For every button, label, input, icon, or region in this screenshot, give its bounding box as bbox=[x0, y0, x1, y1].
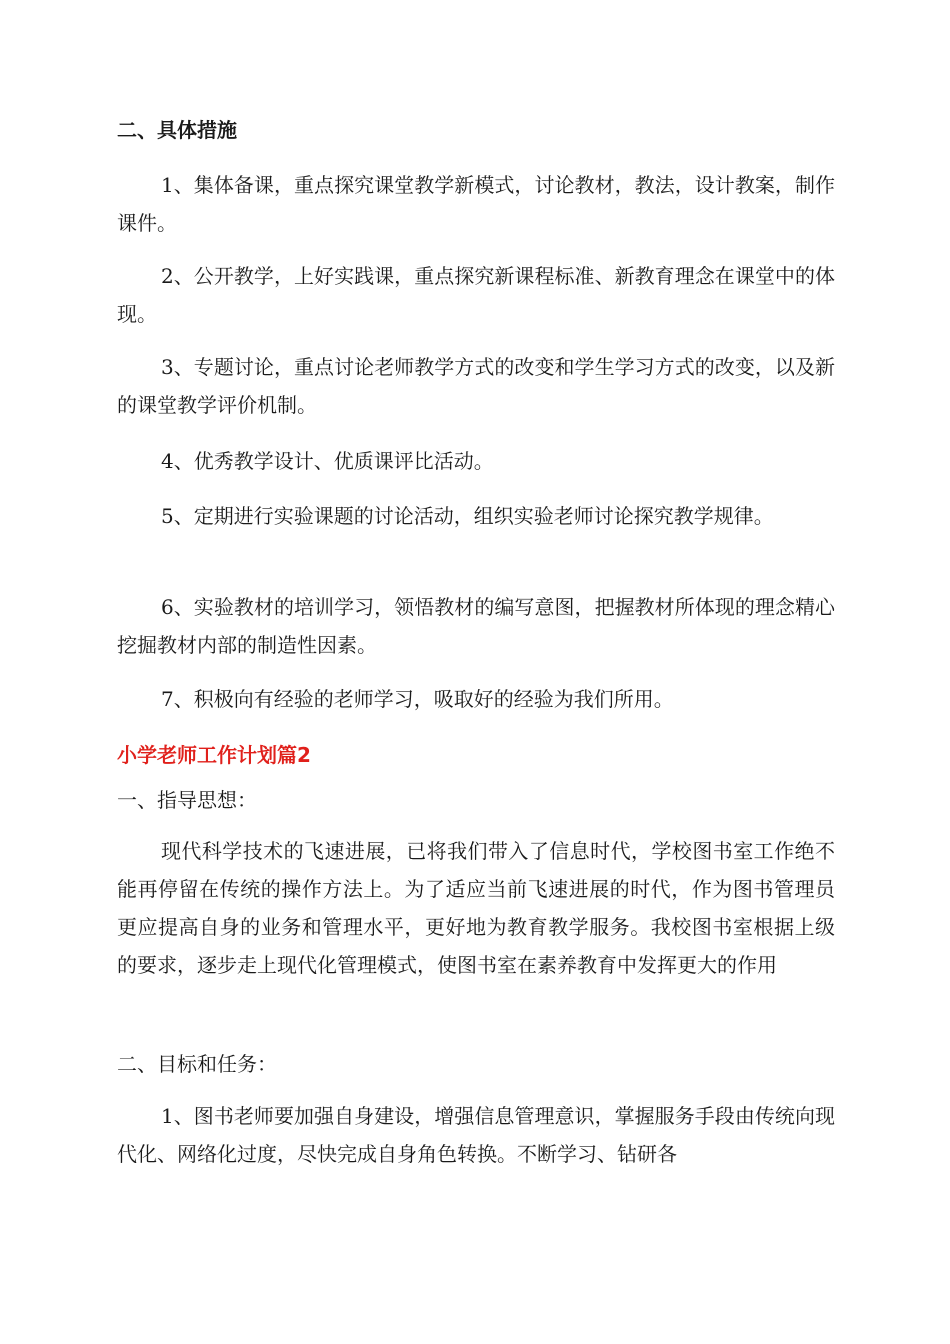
goals-item-1: 1、图书老师要加强自身建设，增强信息管理意识，掌握服务手段由传统向现代化、网络化过度，尽快完成自身角色转换。不断学习、钻研各 bbox=[117, 1104, 835, 1166]
guiding-paragraph: 现代科学技术的飞速进展，已将我们带入了信息时代，学校图书室工作绝不能再停留在传统的操作方法上。为了适应当前飞速进展的时代，作为图书管理员更应提高自身的业务和管理水平，更好地为教育教学服务。我校图书室根据上级的要求，逐步走上现代化管理模式，使图书室在素养教育中发挥更大的作用 bbox=[117, 839, 835, 977]
measure-item-2: 2、公开教学，上好实践课，重点探究新课程标准、新教育理念在课堂中的体现。 bbox=[117, 264, 835, 326]
measure-item-7: 7、积极向有经验的老师学习，吸取好的经验为我们所用。 bbox=[161, 687, 674, 711]
goals-heading: 二、目标和任务： bbox=[117, 1052, 277, 1076]
section-heading-measures: 二、具体措施 bbox=[117, 118, 237, 142]
measure-item-1: 1、集体备课，重点探究课堂教学新模式，讨论教材，教法，设计教案，制作课件。 bbox=[117, 173, 835, 235]
measure-item-5: 5、定期进行实验课题的讨论活动，组织实验老师讨论探究教学规律。 bbox=[161, 504, 774, 528]
measure-item-4: 4、优秀教学设计、优质课评比活动。 bbox=[161, 449, 494, 473]
measure-item-3: 3、专题讨论，重点讨论老师教学方式的改变和学生学习方式的改变，以及新的课堂教学评价机制。 bbox=[117, 355, 835, 417]
article-title: 小学老师工作计划篇2 bbox=[117, 743, 311, 767]
measure-item-6: 6、实验教材的培训学习，领悟教材的编写意图，把握教材所体现的理念精心挖掘教材内部的制造性因素。 bbox=[117, 595, 835, 657]
guiding-heading: 一、指导思想： bbox=[117, 788, 257, 812]
